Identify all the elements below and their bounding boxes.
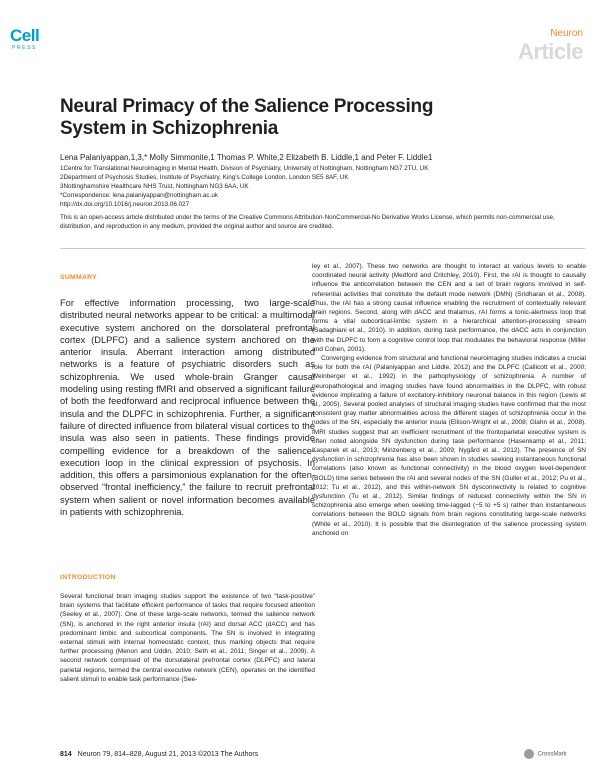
correspondence[interactable]: *Correspondence: lena.palaniyappan@nottingham.ac.uk xyxy=(60,192,218,199)
affiliation-3: 3Nottinghamshire Healthcare NHS Trust, Nottingham NG3 6AA, UK xyxy=(60,183,249,190)
summary-heading: SUMMARY xyxy=(60,274,97,281)
crossmark-icon xyxy=(524,749,534,759)
doi-link[interactable]: http://dx.doi.org/10.1016/j.neuron.2013.06.027 xyxy=(60,201,190,208)
paper-title: Neural Primacy of the Salience Processing System in Schizophrenia xyxy=(60,96,434,139)
introduction-heading: INTRODUCTION xyxy=(60,574,116,581)
license-statement: This is an open-access article distributed under the terms of the Creative Commons Attribution-NonCommercial-No Derivative Works License, which permits non-commercial use, distribution, and reproduction in any medium, provided the original author and source are credited. xyxy=(60,214,555,230)
logo-main-text: Cell xyxy=(10,26,40,45)
cell-press-logo xyxy=(10,27,44,67)
right-paragraph-2: Converging evidence from structural and functional neuroimaging studies indicates a crucial role for both the rAI (Palaniyappan and Liddle, 2012) and the DLPFC (Callicott et al., 2000; Weinberger et al., 1992) in the pathophysiology of schizophrenia. A number of neuropathological and imaging studies have found abnormalities in the DLPFC, with robust evidence implicating a failure of excitatory-inhibitory neuronal balance in this region (Lewis et al., 2005). Several pooled analyses of structural imaging studies have confirmed that the most consistent gray matter abnormalities across the different stages of schizophrenia occur in the nodes of the SN, especially the anterior insula (Ellison-Wright et al., 2008; Glahn et al., 2008). fMRI studies suggest that an inefficient recruitment of the frontoparietal executive system is often noted alongside SN dysfunction during task performance (Hasenkamp et al., 2011; Kasparek et al., 2013; Minzenberg et al., 2009; Nygård et al., 2012). The presence of SN dysfunction in schizophrenia has also been shown in studies seeking instantaneous functional correlations (also known as functional connectivity) in the blood oxygen level-dependent (BOLD) time series between the rAI and several nodes of the SN (Guller et al., 2012; Pu et al., 2012; Tu et al., 2012), and this within-network SN dysconnectivity is related to cognitive dysfunction (Tu et al., 2012). Similar findings of reduced connectivity within the SN in schizophrenia also emerge when seeking time-lagged (−5 to +5 s) rather than instantaneous correlations between the BOLD signals from brain regions constituting large-scale networks (White et al., 2010). It is possible that the disintegration of the salience processing system anchored on xyxy=(312,355,586,537)
introduction-text xyxy=(60,592,315,684)
summary-text xyxy=(60,297,315,518)
affiliation-1: 1Centre for Translational Neuroimaging in Mental Health, Division of Psychiatry, University of Nottingham, Nottingham NG7 2TU, UK xyxy=(60,165,429,172)
crossmark-badge[interactable] xyxy=(524,749,567,759)
author-list: Lena Palaniyappan,1,3,* Molly Simmonite,1 Thomas P. White,2 Elizabeth B. Liddle,1 and Peter F. Liddle1 xyxy=(60,153,433,162)
footer-citation: Neuron 79, 814–828, August 21, 2013 ©2013 The Authors xyxy=(77,751,259,758)
right-paragraph-1: ley et al., 2007). These two networks are thought to interact at various levels to enable coordinated neural activity (Medford and Critchley, 2010). First, the rAI is thought to causally influence the anticorrelation between the CEN and a set of brain regions involved in self-referential activities that constitute the default mode network (DMN) (Sridharan et al., 2008). Thus, the rAI has a strong causal influence enabling the recruitment of contextually relevant brain regions. Second, along with dACC and thalamus, rAI forms a tonic-alertness loop that forms a vital subcortical-limbic system in a hierarchical attention-processing stream (Sadaghiani et al., 2010). In addition, during task performance, the dACC acts in conjunction with the DLPFC to form a cognitive control loop that modulates the behavioral response (Miller and Cohen, 2001). xyxy=(312,263,586,353)
right-column xyxy=(312,262,586,538)
logo-sub-text: PRESS xyxy=(12,45,37,51)
summary-paragraph: For effective information processing, two large-scale distributed neural networks appear to be critical: a multimodal executive system anchored on the dorsolateral prefrontal cortex (DLPFC) and a salience system anchored on the anterior insula. Aberrant interaction among distributed networks is a feature of psychiatric disorders such as schizophrenia. We used whole-brain Granger causal modeling using resting fMRI and observed a significant failure of both the feedforward and reciprocal influence between the insula and the DLPFC in schizophrenia. Further, a significant failure of directed influence from bilateral visual cortices to the insula was also seen in patients. These findings provide compelling evidence for a breakdown of the salience-execution loop in the clinical expression of psychosis. In addition, this offers a parsimonious explanation for the often-observed “frontal inefficiency,” the failure to recruit prefrontal system when salient or novel information becomes available in patients with schizophrenia. xyxy=(60,298,315,518)
introduction-paragraph: Several functional brain imaging studies support the existence of two “task-positive” brain systems that facilitate efficient performance of tasks that require focused attention (Seeley et al., 2007). One of these large-scale networks, termed the salience network (SN), is anchored in the right anterior insula (rAI) and dorsal ACC (dACC) and has predominant limbic and subcortical components. The SN is involved in integrating external stimuli with internal homeostatic context, thus marking objects that require further processing (Menon and Uddin, 2010; Seth et al., 2011; Singer et al., 2009). A second network comprised of the dorsolateral prefrontal cortex (DLPFC) and lateral parietal regions, termed the central executive network (CEN), operates on the identified salient stimuli to enable task performance (See- xyxy=(60,593,315,683)
article-type: Article xyxy=(518,39,583,64)
header-divider xyxy=(60,248,585,249)
page-footer xyxy=(60,751,258,758)
journal-name: Neuron xyxy=(550,28,583,39)
crossmark-label: CrossMark xyxy=(537,751,567,758)
page-number: 814 xyxy=(60,751,72,758)
affiliation-2: 2Department of Psychosis Studies, Institute of Psychiatry, King’s College London, London SE5 8AF, UK xyxy=(60,174,349,181)
